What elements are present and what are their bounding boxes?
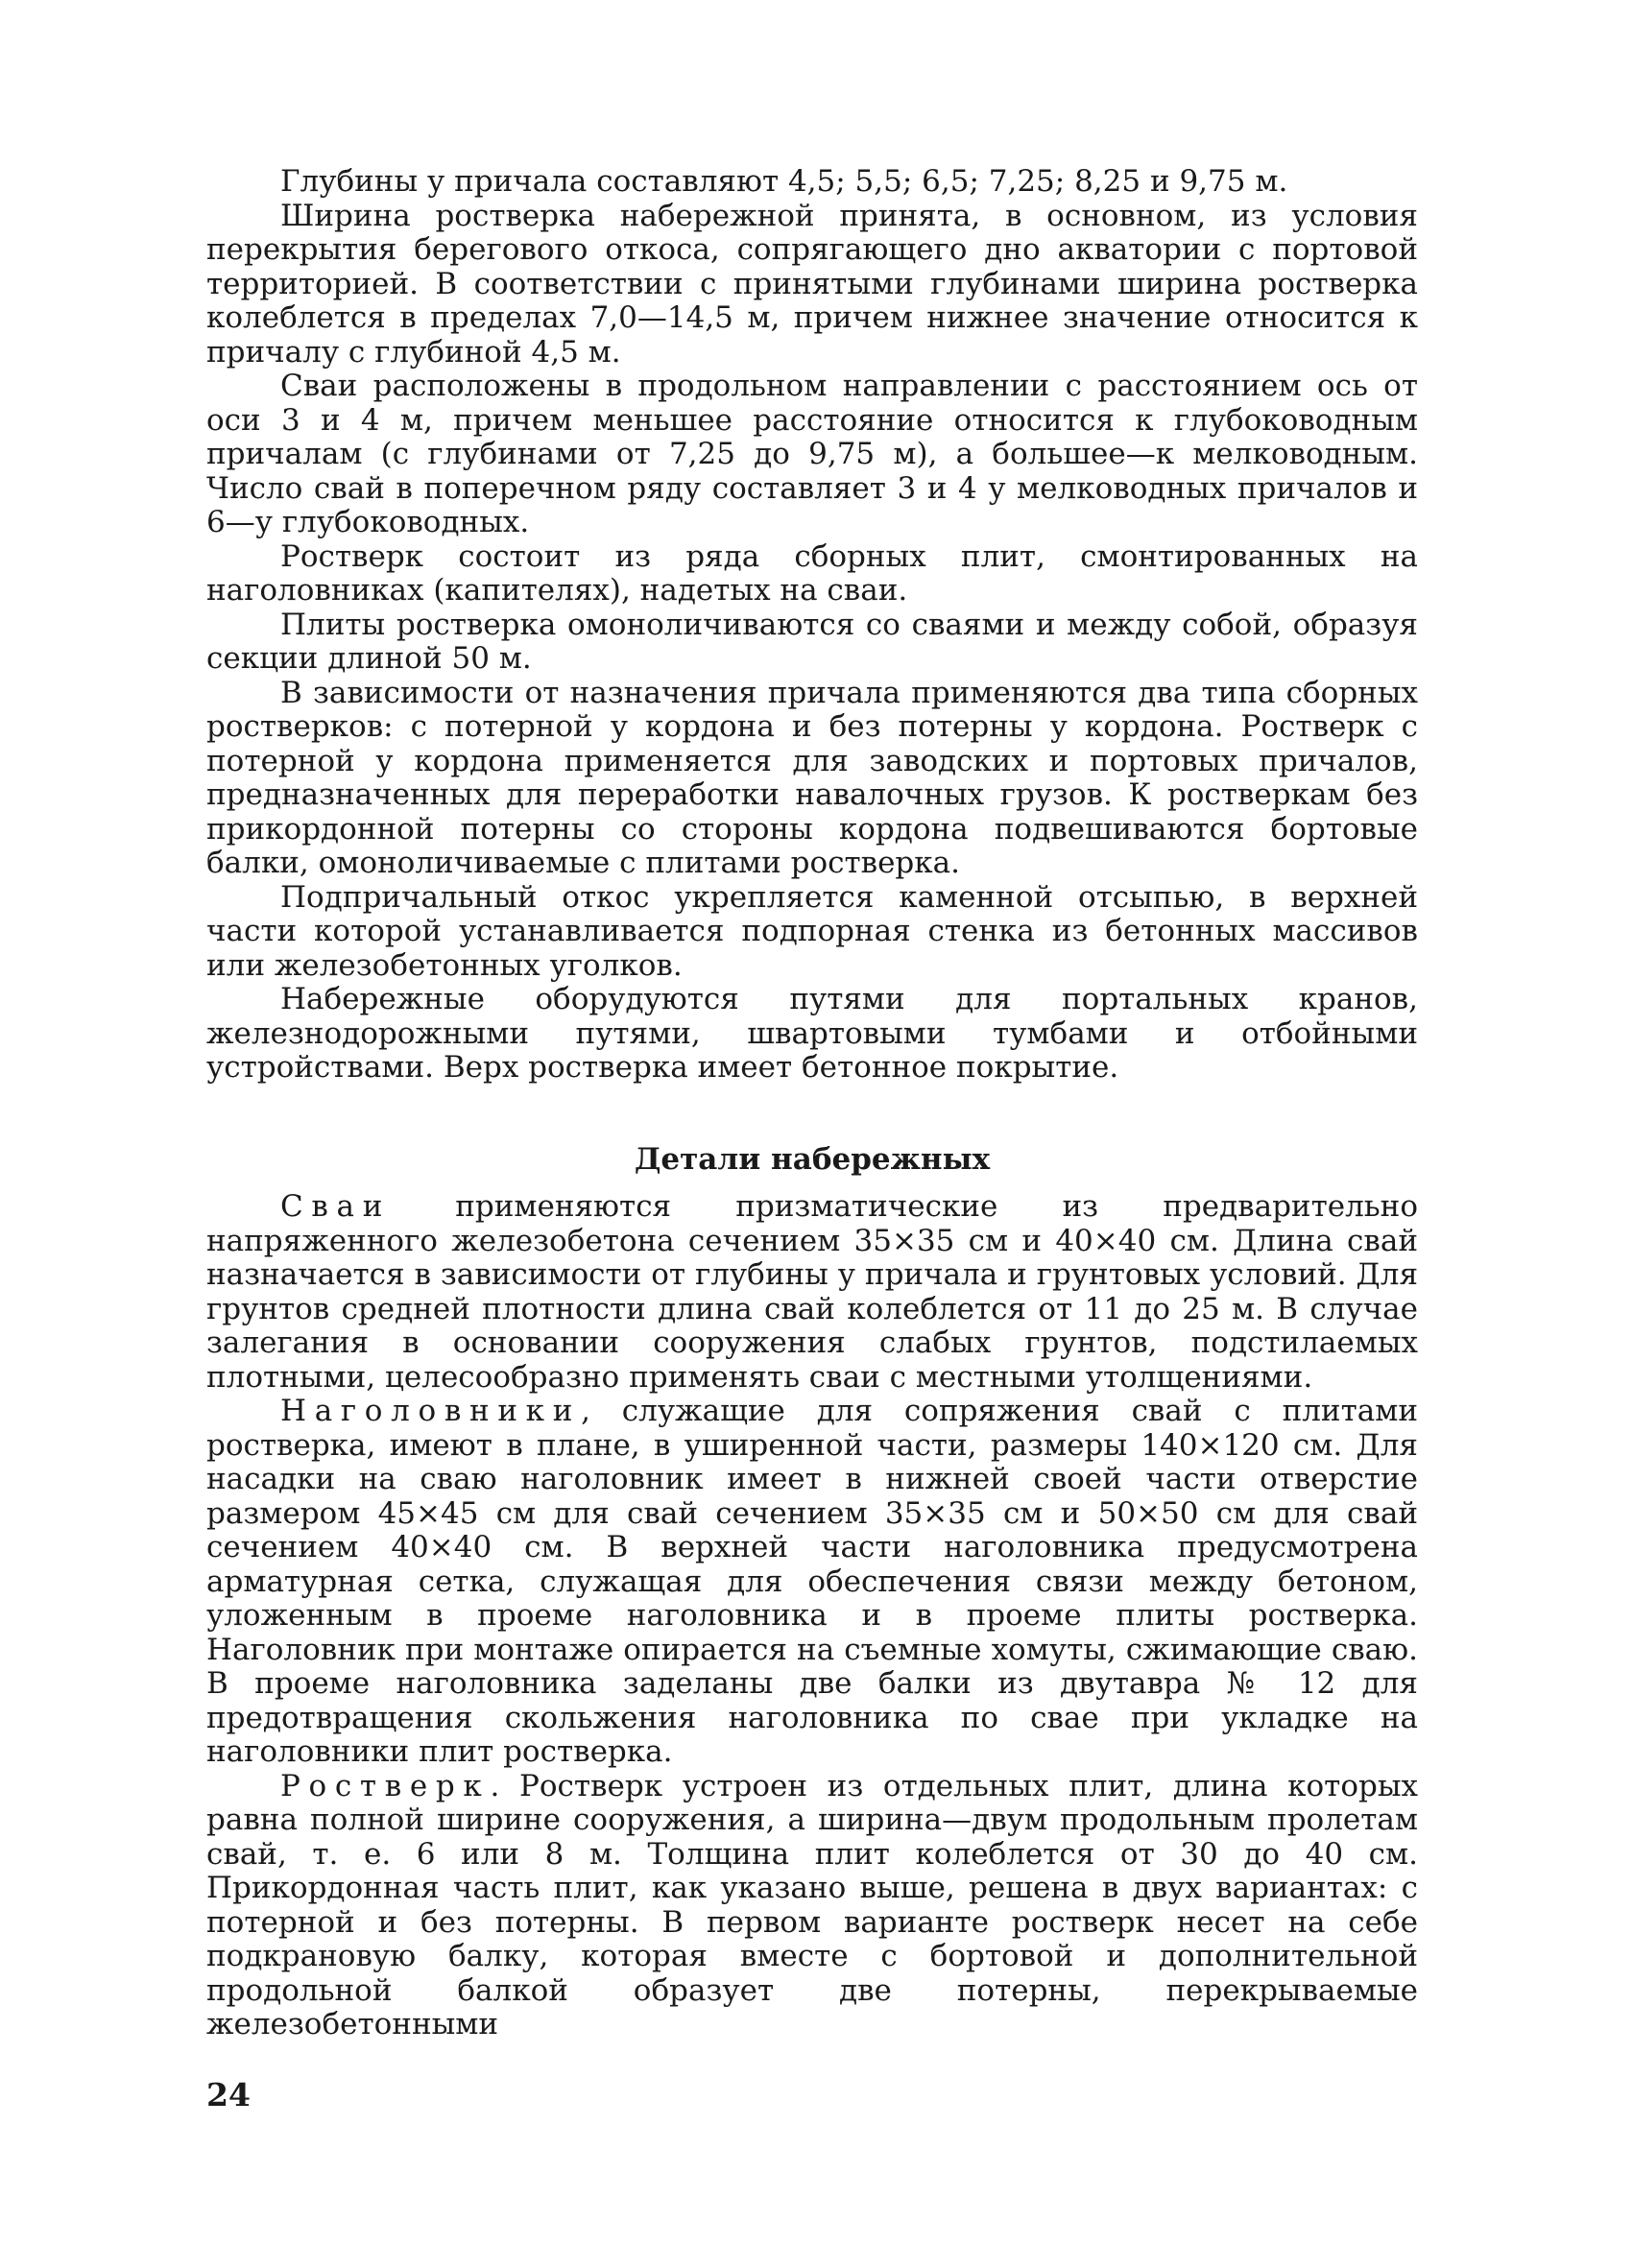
detail-term: Ростверк xyxy=(280,1768,491,1803)
detail-term: Наголовники xyxy=(280,1394,582,1428)
paragraph: Глубины у причала составляют 4,5; 5,5; 6,5; 7,25; 8,25 и 9,75 м. xyxy=(280,164,1288,199)
paragraph: Сваи расположены в продольном направлении с расстоянием ось от оси 3 и 4 м, причем меньшее расстояние относится к глубоководным причалам (с глубинами от 7,25 до 9,75 м), а большее—к мелководным. Число свай в поперечном ряду составляет 3 и 4 у мелководных причалов и 6—у глубоководных. xyxy=(206,369,1418,539)
paragraph: В зависимости от назначения причала применяются два типа сборных ростверков: с потерной у кордона и без потерны у кордона. Ростверк с потерной у кордона применяется для заводских и портовых причалов, предназначенных для переработки навалочных грузов. К ростверкам без прикордонной потерны со стороны кордона подвешиваются бортовые балки, омоноличиваемые с плитами ростверка. xyxy=(206,675,1418,880)
paragraph: Ширина ростверка набережной принята, в основном, из условия перекрытия берегового откоса, сопрягающего дно акватории с портовой территорией. В соответствии с принятыми глубинами ширина ростверка колеблется в пределах 7,0—14,5 м, причем нижнее значение относится к причалу с глубиной 4,5 м. xyxy=(206,198,1418,370)
detail-term: Сваи xyxy=(280,1189,392,1224)
detail-text: . Ростверк устроен из отдельных плит, длина которых равна полной ширине сооружения, а ширина—двум продольным пролетам свай, т. е. 6 или 8 м. Толщина плит колеблется от 30 до 40 см. Прикордонная часть плит, как указано выше, решена в двух вариантах: с потерной и без потерны. В первом варианте ростверк несет на себе подкрановую балку, которая вместе с бортовой и дополнительной продольной балкой образует две потерны, перекрываемые железобетонными xyxy=(206,1768,1418,2041)
detail-paragraph xyxy=(206,1395,1418,1770)
paragraph: Плиты ростверка омоноличиваются со сваями и между собой, образуя секции длиной 50 м. xyxy=(206,607,1418,676)
paragraph: Набережные оборудуются путями для портальных кранов, железнодорожными путями, швартовыми тумбами и отбойными устройствами. Верх ростверка имеет бетонное покрытие. xyxy=(206,982,1418,1085)
detail-paragraph xyxy=(206,1770,1418,2042)
paragraph: Ростверк состоит из ряда сборных плит, смонтированных на наголовниках (капителях), надетых на сваи. xyxy=(206,538,1418,608)
paragraph: Подпричальный откос укрепляется каменной отсыпью, в верхней части которой устанавливается подпорная стенка из бетонных массивов или железобетонных уголков. xyxy=(206,879,1418,983)
section-heading: Детали набережных xyxy=(634,1141,991,1177)
page-body xyxy=(206,165,1418,2042)
page-number: 24 xyxy=(206,2076,251,2113)
detail-paragraph xyxy=(206,1190,1418,1395)
detail-text: применяются призматические из предварительно напряженного железобетона сечением 35×35 см и 40×40 см. Длина свай назначается в зависимости от глубины у причала и грунтовых условий. Для грунтов средней плотности длина свай колеблется от 11 до 25 м. В случае залегания в основании сооружения слабых грунтов, подстилаемых плотными, целесообразно применять сваи с местными утолщениями. xyxy=(206,1189,1418,1395)
detail-text: , служащие для сопряжения свай с плитами ростверка, имеют в плане, в уширенной части, размеры 140×120 см. Для насадки на сваю наголовник имеет в нижней своей части отверстие размером 45×45 см для свай сечением 35×35 см и 50×50 см для свай сечением 40×40 см. В верхней части наголовника предусмотрена арматурная сетка, служащая для обеспечения связи между бетоном, уложенным в проеме наголовника и в проеме плиты ростверка. Наголовник при монтаже опирается на съемные хомуты, сжимающие сваю. В проеме наголовника заделаны две балки из двутавра № 12 для предотвращения скольжения наголовника по свае при укладке на наголовники плит ростверка. xyxy=(206,1394,1418,1769)
